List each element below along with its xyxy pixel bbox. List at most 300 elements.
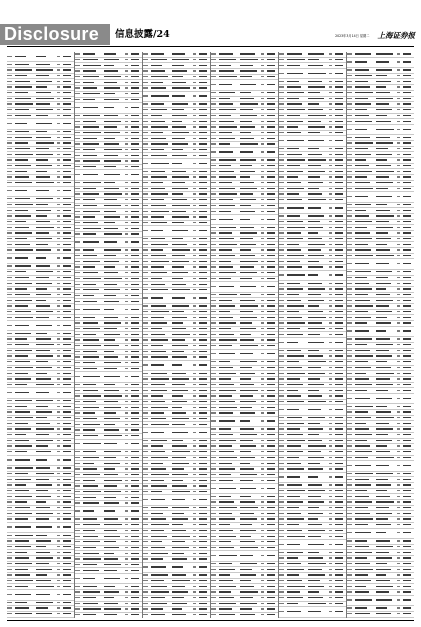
text-placeholder <box>15 355 28 356</box>
listing-cell <box>7 210 15 212</box>
text-placeholder <box>75 429 79 430</box>
listing-cell <box>83 99 104 101</box>
listing-cell <box>240 76 261 78</box>
listing-cell <box>287 98 308 100</box>
text-placeholder <box>125 468 128 469</box>
listing-cell <box>211 211 219 213</box>
text-placeholder <box>335 98 342 99</box>
text-placeholder <box>7 288 11 289</box>
text-placeholder <box>279 81 283 82</box>
text-placeholder <box>7 392 11 393</box>
text-placeholder <box>36 594 50 595</box>
text-placeholder <box>267 70 274 71</box>
listing-cell <box>199 115 210 117</box>
text-placeholder <box>15 552 27 553</box>
listing-cell <box>104 485 125 487</box>
listing-cell <box>143 440 151 442</box>
text-placeholder <box>63 294 70 295</box>
text-placeholder <box>219 451 234 452</box>
text-placeholder <box>308 109 323 110</box>
text-placeholder <box>104 205 121 206</box>
text-placeholder <box>193 614 196 615</box>
text-placeholder <box>219 109 236 110</box>
listing-cell <box>131 317 142 319</box>
text-placeholder <box>193 284 196 285</box>
listing-cell <box>267 451 278 453</box>
listing-cell <box>36 490 57 492</box>
text-placeholder <box>36 445 48 446</box>
text-placeholder <box>57 496 60 497</box>
text-placeholder <box>261 238 264 239</box>
text-placeholder <box>83 160 100 161</box>
text-placeholder <box>199 608 206 609</box>
listing-cell <box>83 412 104 414</box>
text-placeholder <box>125 278 128 279</box>
listing-cell <box>75 261 83 263</box>
text-placeholder <box>193 65 196 66</box>
text-placeholder <box>240 159 256 160</box>
listing-cell <box>75 272 83 274</box>
listing-cell <box>240 53 261 55</box>
text-placeholder <box>15 271 26 272</box>
text-placeholder <box>199 249 206 250</box>
text-placeholder <box>75 70 79 71</box>
text-placeholder <box>151 412 164 413</box>
text-placeholder <box>143 266 147 267</box>
listing-cell <box>83 463 104 465</box>
text-placeholder <box>261 390 264 391</box>
text-placeholder <box>104 222 115 223</box>
listing-cell <box>151 345 172 347</box>
listing-cell <box>211 159 219 161</box>
listing-cell <box>199 289 210 291</box>
text-placeholder <box>83 345 101 346</box>
listing-cell <box>240 159 261 161</box>
text-placeholder <box>7 518 11 519</box>
text-placeholder <box>131 301 138 302</box>
text-placeholder <box>199 76 206 77</box>
listing-cell <box>151 373 172 375</box>
listing-cell <box>7 109 15 111</box>
text-placeholder <box>193 395 196 396</box>
text-placeholder <box>104 211 116 212</box>
text-placeholder <box>172 87 190 88</box>
listing-cell <box>36 373 57 375</box>
listing-cell <box>211 238 219 240</box>
listing-cell <box>7 406 15 408</box>
listing-cell <box>240 193 261 195</box>
text-placeholder <box>329 86 332 87</box>
text-placeholder <box>15 569 28 570</box>
listing-cell <box>15 98 36 100</box>
text-placeholder <box>199 216 206 217</box>
listing-cell <box>36 305 57 307</box>
text-placeholder <box>7 311 11 312</box>
text-placeholder <box>36 265 50 266</box>
listing-cell <box>211 103 219 105</box>
listing-cell <box>267 70 278 72</box>
listing-cell <box>172 597 193 599</box>
listing-cell <box>240 255 261 257</box>
listing-cell <box>199 586 210 588</box>
listing-cell <box>7 473 15 475</box>
listing-cell <box>151 558 172 560</box>
listing-cell <box>75 541 83 543</box>
listing-cell <box>7 417 15 419</box>
text-placeholder <box>172 311 184 312</box>
text-placeholder <box>240 115 257 116</box>
text-placeholder <box>240 420 250 421</box>
text-placeholder <box>329 115 332 116</box>
text-placeholder <box>199 272 206 273</box>
text-placeholder <box>75 424 79 425</box>
listing-cell <box>199 205 210 207</box>
text-placeholder <box>131 376 138 377</box>
text-placeholder <box>36 406 48 407</box>
listing-cell <box>63 602 74 604</box>
text-placeholder <box>57 586 60 587</box>
text-placeholder <box>131 463 138 464</box>
text-placeholder <box>211 70 215 71</box>
listing-cell <box>172 334 193 336</box>
listing-cell <box>267 457 278 459</box>
listing-cell <box>15 373 36 375</box>
text-placeholder <box>219 176 236 177</box>
listing-cell <box>36 294 57 296</box>
text-placeholder <box>172 322 183 323</box>
text-placeholder <box>199 163 206 164</box>
text-placeholder <box>151 289 168 290</box>
listing-cell <box>219 115 240 117</box>
listing-cell <box>151 390 172 392</box>
text-placeholder <box>15 459 30 460</box>
text-placeholder <box>75 205 79 206</box>
listing-cell <box>267 272 278 274</box>
listing-cell <box>151 499 172 501</box>
text-placeholder <box>63 490 70 491</box>
listing-cell <box>219 103 240 105</box>
listing-cell <box>172 109 193 111</box>
listing-cell <box>219 143 240 145</box>
text-placeholder <box>193 553 196 554</box>
text-placeholder <box>261 407 264 408</box>
listing-cell <box>211 524 219 526</box>
listing-cell <box>287 92 308 94</box>
listing-cell <box>151 261 172 263</box>
text-placeholder <box>36 257 46 258</box>
listing-cell <box>75 418 83 420</box>
listing-cell <box>151 322 172 324</box>
listing-cell <box>104 376 125 378</box>
text-placeholder <box>172 216 189 217</box>
text-placeholder <box>131 284 138 285</box>
text-placeholder <box>211 608 215 609</box>
listing-cell <box>83 211 104 213</box>
text-placeholder <box>75 351 79 352</box>
text-placeholder <box>240 563 257 564</box>
text-placeholder <box>335 59 342 60</box>
listing-cell <box>63 434 74 436</box>
text-placeholder <box>104 564 121 565</box>
listing-cell <box>15 518 36 520</box>
text-placeholder <box>151 297 163 298</box>
listing-cell <box>211 445 219 447</box>
listing-cell <box>63 473 74 475</box>
text-placeholder <box>63 501 70 502</box>
text-placeholder <box>125 524 128 525</box>
text-placeholder <box>143 193 147 194</box>
text-placeholder <box>36 271 53 272</box>
listing-cell <box>151 474 172 476</box>
listing-cell <box>83 356 104 358</box>
listing-cell <box>199 255 210 257</box>
text-placeholder <box>57 311 60 312</box>
listing-cell <box>75 295 83 297</box>
listing-cell <box>36 526 57 528</box>
listing-cell <box>211 420 219 422</box>
listing-cell <box>267 507 278 509</box>
listing-cell <box>15 271 36 273</box>
listing-cell <box>172 485 193 487</box>
text-placeholder <box>151 356 168 357</box>
text-placeholder <box>36 86 47 87</box>
listing-cell <box>219 586 240 588</box>
listing-cell <box>15 445 36 447</box>
text-placeholder <box>104 401 118 402</box>
listing-cell <box>131 424 142 426</box>
text-placeholder <box>131 418 138 419</box>
text-placeholder <box>36 232 49 233</box>
listing-cell <box>83 278 104 280</box>
listing-cell <box>7 355 15 357</box>
text-placeholder <box>143 345 147 346</box>
text-placeholder <box>63 123 70 124</box>
text-placeholder <box>151 143 168 144</box>
text-placeholder <box>63 325 70 326</box>
text-placeholder <box>240 445 256 446</box>
text-placeholder <box>219 121 234 122</box>
text-placeholder <box>279 86 283 87</box>
text-placeholder <box>36 392 49 393</box>
text-placeholder <box>267 496 274 497</box>
text-placeholder <box>219 608 232 609</box>
text-placeholder <box>75 211 79 212</box>
text-placeholder <box>329 81 332 82</box>
text-placeholder <box>83 199 95 200</box>
listing-cell <box>211 115 219 117</box>
text-placeholder <box>83 518 97 519</box>
listing-cell <box>36 535 57 537</box>
text-placeholder <box>125 558 128 559</box>
listing-cell <box>151 491 172 493</box>
text-placeholder <box>219 322 236 323</box>
text-placeholder <box>267 103 274 104</box>
text-placeholder <box>15 546 31 547</box>
text-placeholder <box>261 384 264 385</box>
text-placeholder <box>193 297 196 298</box>
text-placeholder <box>36 142 54 143</box>
listing-cell <box>211 586 219 588</box>
text-placeholder <box>75 272 79 273</box>
text-placeholder <box>172 59 189 60</box>
listing-cell <box>75 457 83 459</box>
text-placeholder <box>261 536 264 537</box>
listing-cell <box>151 278 172 280</box>
listing-cell <box>131 87 142 89</box>
text-placeholder <box>199 109 206 110</box>
listing-cell <box>172 171 193 173</box>
text-placeholder <box>172 65 184 66</box>
listing-cell <box>219 373 240 375</box>
text-placeholder <box>131 578 138 579</box>
text-placeholder <box>83 188 97 189</box>
listing-cell <box>131 564 142 566</box>
listing-cell <box>15 392 36 394</box>
listing-cell <box>211 574 219 576</box>
listing-cell <box>131 463 142 465</box>
text-placeholder <box>267 378 274 379</box>
listing-cell <box>36 190 57 192</box>
text-placeholder <box>172 272 188 273</box>
text-placeholder <box>199 334 206 335</box>
text-placeholder <box>240 407 252 408</box>
text-placeholder <box>83 143 99 144</box>
listing-cell <box>151 65 172 67</box>
listing-cell <box>151 155 172 157</box>
text-placeholder <box>267 384 274 385</box>
text-placeholder <box>261 211 264 212</box>
listing-cell <box>199 65 210 67</box>
text-placeholder <box>211 171 215 172</box>
listing-cell <box>143 244 151 246</box>
listing-cell <box>63 569 74 571</box>
text-placeholder <box>7 115 11 116</box>
listing-cell <box>199 222 210 224</box>
text-placeholder <box>143 474 147 475</box>
listing-cell <box>36 317 57 319</box>
text-placeholder <box>308 103 319 104</box>
text-placeholder <box>125 351 128 352</box>
listing-cell <box>36 496 57 498</box>
text-placeholder <box>125 368 128 369</box>
listing-cell <box>83 70 104 72</box>
listing-cell <box>104 255 125 257</box>
text-placeholder <box>75 457 79 458</box>
listing-cell <box>172 378 193 380</box>
text-placeholder <box>199 518 206 519</box>
text-placeholder <box>193 322 196 323</box>
text-placeholder <box>75 614 79 615</box>
listing-cell <box>83 284 104 286</box>
text-placeholder <box>83 76 99 77</box>
text-placeholder <box>261 84 264 85</box>
listing-cell <box>199 149 210 151</box>
text-placeholder <box>57 159 60 160</box>
listing-cell <box>7 221 15 223</box>
listing-cell <box>7 552 15 554</box>
listing-cell <box>172 524 193 526</box>
text-placeholder <box>57 406 60 407</box>
listing-cell <box>75 603 83 605</box>
text-placeholder <box>261 367 264 368</box>
text-placeholder <box>131 368 138 369</box>
listing-cell <box>75 474 83 476</box>
text-placeholder <box>15 159 29 160</box>
listing-cell <box>151 485 172 487</box>
text-placeholder <box>7 159 11 160</box>
listing-cell <box>131 608 142 610</box>
text-placeholder <box>83 233 96 234</box>
text-placeholder <box>193 463 196 464</box>
text-placeholder <box>36 540 51 541</box>
listing-cell <box>7 277 15 279</box>
text-placeholder <box>75 407 79 408</box>
text-placeholder <box>7 249 11 250</box>
text-placeholder <box>63 384 70 385</box>
text-placeholder <box>7 384 11 385</box>
listing-cell <box>131 578 142 580</box>
listing-cell <box>151 216 172 218</box>
listing-cell <box>83 222 104 224</box>
listing-cell <box>267 501 278 503</box>
text-placeholder <box>63 69 70 70</box>
text-placeholder <box>63 518 70 519</box>
listing-cell <box>131 216 142 218</box>
listing-cell <box>172 566 193 568</box>
listing-cell <box>7 602 15 604</box>
text-placeholder <box>267 211 274 212</box>
text-placeholder <box>143 351 147 352</box>
text-placeholder <box>143 591 147 592</box>
text-placeholder <box>211 434 215 435</box>
text-placeholder <box>199 401 206 402</box>
text-placeholder <box>211 232 215 233</box>
listing-cell <box>267 412 278 414</box>
text-placeholder <box>104 228 118 229</box>
text-placeholder <box>104 614 117 615</box>
listing-cell <box>7 479 15 481</box>
text-placeholder <box>172 491 190 492</box>
text-placeholder <box>104 149 122 150</box>
listing-cell <box>335 98 346 100</box>
listing-cell <box>199 407 210 409</box>
listing-row <box>211 215 278 225</box>
text-placeholder <box>240 126 255 127</box>
listing-cell <box>151 59 172 61</box>
text-placeholder <box>36 75 49 76</box>
listing-cell <box>240 278 261 280</box>
text-placeholder <box>267 109 274 110</box>
listing-cell <box>15 294 36 296</box>
text-placeholder <box>267 407 274 408</box>
listing-cell <box>199 390 210 392</box>
listing-cell <box>240 518 261 520</box>
text-placeholder <box>219 159 236 160</box>
listing-cell <box>143 591 151 593</box>
listing-cell <box>172 536 193 538</box>
text-placeholder <box>211 199 215 200</box>
text-placeholder <box>57 171 60 172</box>
listing-cell <box>63 265 74 267</box>
listing-cell <box>219 507 240 509</box>
text-placeholder <box>193 95 196 96</box>
text-placeholder <box>219 603 236 604</box>
text-placeholder <box>193 266 196 267</box>
listing-cell <box>143 518 151 520</box>
text-placeholder <box>267 255 274 256</box>
listing-cell <box>104 301 125 303</box>
text-placeholder <box>193 334 196 335</box>
